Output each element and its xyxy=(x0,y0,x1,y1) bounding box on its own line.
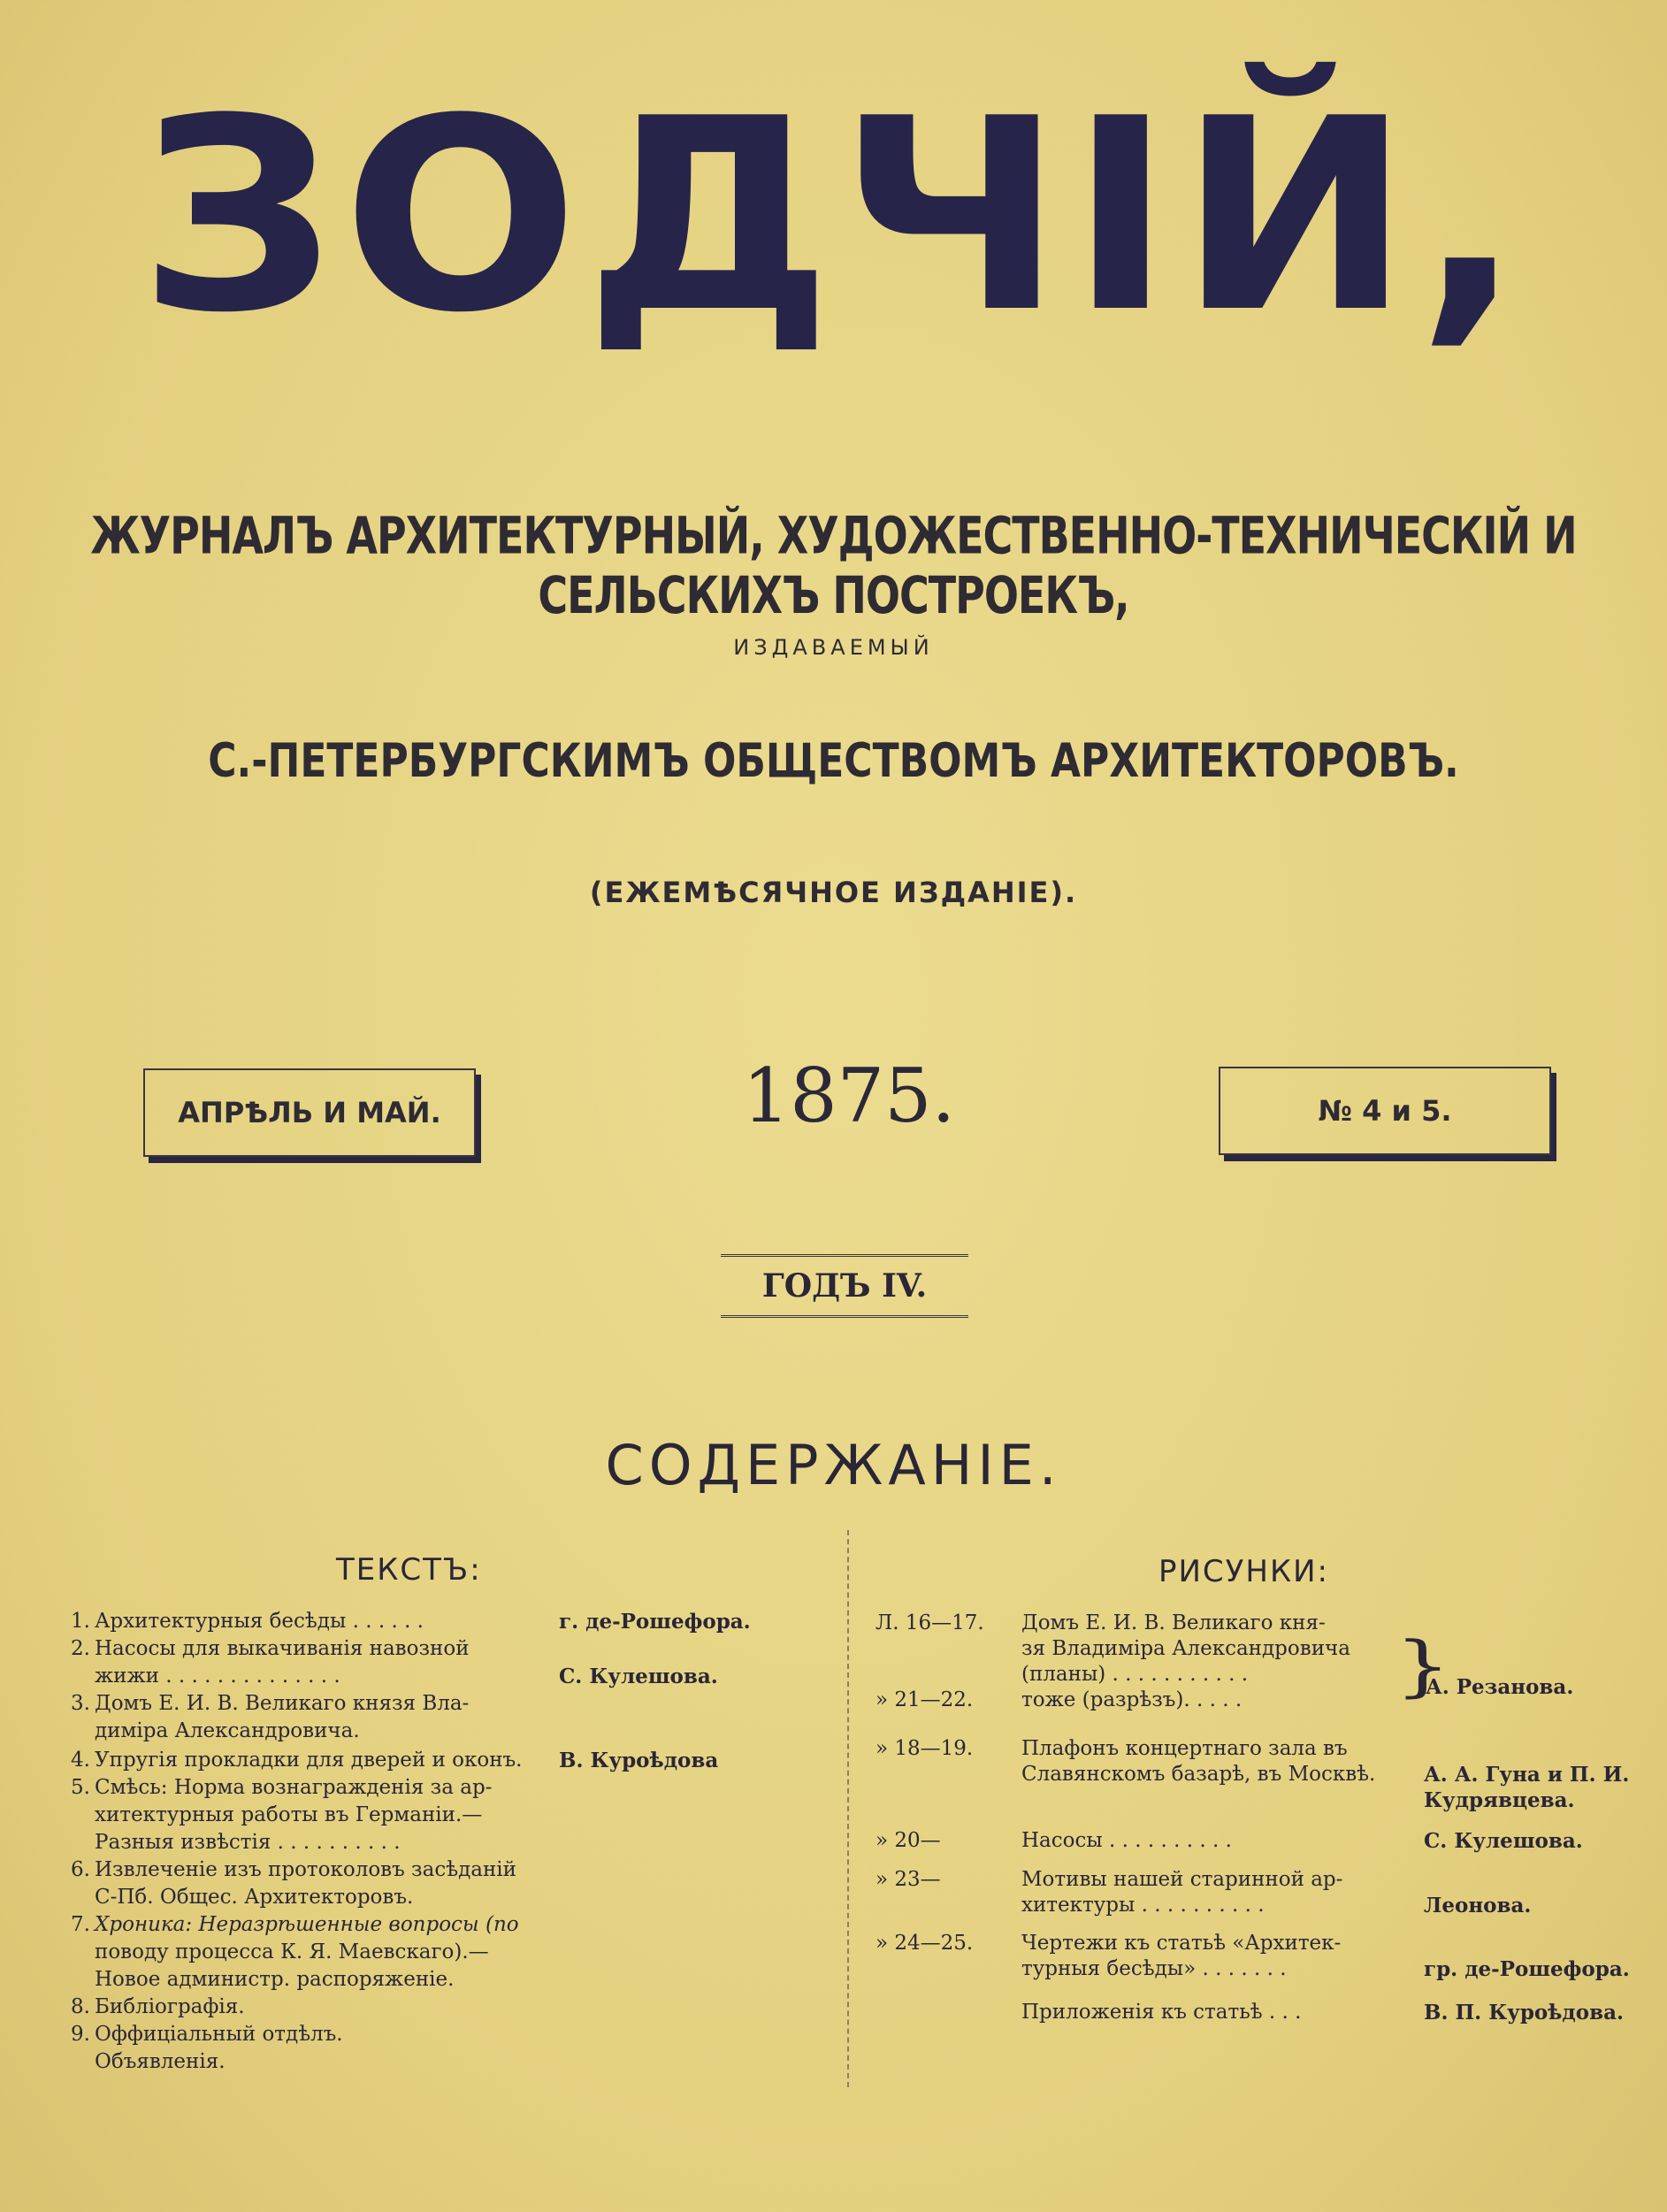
column-divider xyxy=(847,1530,849,2087)
issue-number-box xyxy=(1219,1067,1551,1155)
frequency-note: (ЕЖЕМѢСЯЧНОЕ ИЗДАНІЕ). xyxy=(589,876,1078,909)
issue-months-box xyxy=(143,1068,476,1157)
bracket-glyph: } xyxy=(1395,1626,1451,1705)
bracket-author: А. Резанова. xyxy=(1426,1675,1574,1699)
issue-months: АПРѢЛЬ И МАЙ. xyxy=(178,1096,441,1129)
masthead-title: ЗОДЧІЙ, xyxy=(138,62,1529,371)
publisher-note: ИЗДАВАЕМЫЙ xyxy=(733,635,934,660)
issue-number: № 4 и 5. xyxy=(1318,1094,1452,1128)
journal-subtitle: ЖУРНАЛЪ АРХИТЕКТУРНЫЙ, ХУДОЖЕСТВЕННО-ТЕХНИЧЕСКІЙ И СЕЛЬСКИХЪ ПОСТРОЕКЪ, xyxy=(90,505,1577,625)
figures-heading: РИСУНКИ: xyxy=(1158,1554,1329,1589)
issue-year: 1875. xyxy=(742,1052,956,1139)
society-name: С.-ПЕТЕРБУРГСКИМЪ ОБЩЕСТВОМЪ АРХИТЕКТОРОВЪ. xyxy=(208,733,1459,789)
contents-title: СОДЕРЖАНІЕ. xyxy=(605,1433,1062,1497)
text-heading: ТЕКСТЪ: xyxy=(336,1552,482,1588)
volume-label: ГОДЪ IV. xyxy=(721,1254,968,1318)
